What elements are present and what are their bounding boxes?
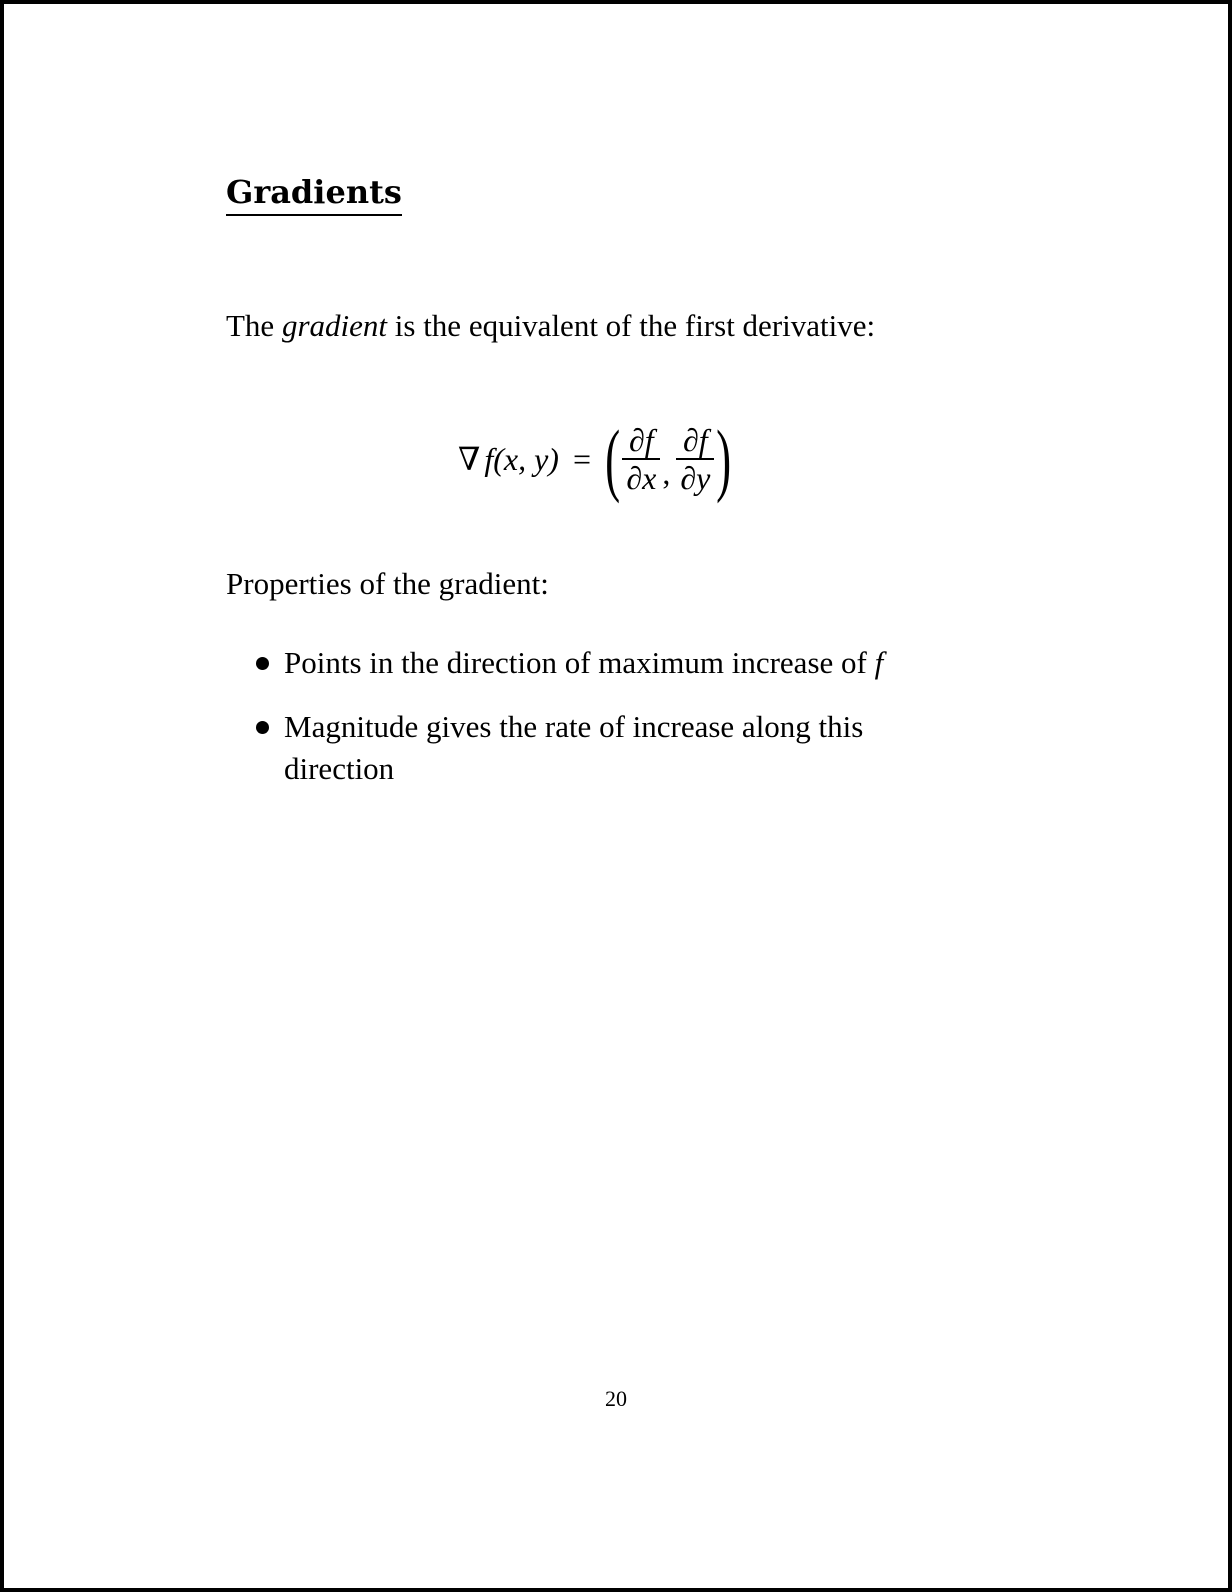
nabla-symbol: ∇ xyxy=(458,441,481,477)
equation-lhs xyxy=(458,440,605,478)
equation-comma: , xyxy=(662,454,671,491)
fraction-df-dy xyxy=(676,422,714,496)
fraction-denominator: ∂x xyxy=(626,460,657,496)
fraction-numerator: ∂f xyxy=(682,422,708,458)
intro-before: The xyxy=(226,308,282,343)
properties-heading: Properties of the gradient: xyxy=(226,566,549,601)
equation-function: f xyxy=(484,440,494,477)
list-item xyxy=(256,706,976,790)
list-item-text: Points in the direction of maximum increase of xyxy=(284,645,875,680)
page-number: 20 xyxy=(605,1386,627,1411)
fraction-numerator: ∂f xyxy=(628,422,654,458)
bullet-icon xyxy=(256,721,269,734)
properties-list xyxy=(256,642,976,812)
open-paren: ( xyxy=(605,413,621,504)
page-title: Gradients xyxy=(226,172,402,216)
list-item-math: f xyxy=(874,645,884,680)
equals-sign: = xyxy=(572,440,591,477)
fraction-df-dx xyxy=(622,422,660,496)
bullet-icon xyxy=(256,657,269,670)
intro-emphasis: gradient xyxy=(281,308,388,343)
intro-sentence xyxy=(226,306,875,346)
gradient-equation xyxy=(458,414,732,504)
equation-arguments: (x, y) xyxy=(493,440,559,477)
fraction-denominator: ∂y xyxy=(680,460,711,496)
list-item xyxy=(256,642,976,684)
list-item-text: Magnitude gives the rate of increase along this direction xyxy=(284,709,864,786)
close-paren: ) xyxy=(716,413,732,504)
intro-after: is the equivalent of the first derivative: xyxy=(387,308,876,343)
